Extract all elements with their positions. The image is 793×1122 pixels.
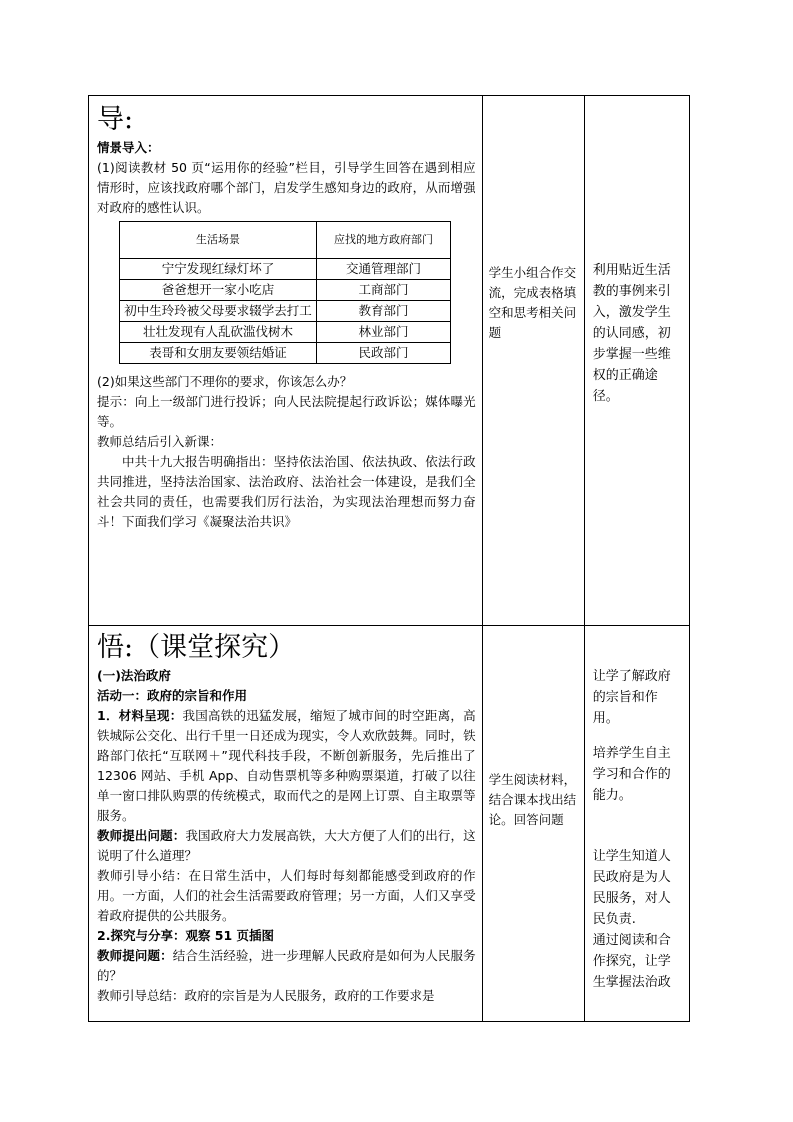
row-introduction <box>89 96 690 626</box>
intent-text-4: 通过阅读和合作探究，让学生掌握法治政 <box>592 933 671 990</box>
intent-text-2: 培养学生自主学习和合作的能力。 <box>592 746 671 803</box>
department-cell: 工商部门 <box>317 280 451 301</box>
table-row <box>120 259 451 280</box>
cell-explore-intent <box>584 626 689 1022</box>
department-table-header <box>120 222 451 259</box>
cell-explore-student <box>482 626 584 1022</box>
section-rule-of-law-government: (一)法治政府 <box>97 668 171 683</box>
header-scene: 生活场景 <box>120 222 317 259</box>
summary-paragraph-2: 教师引导总结：政府的宗旨是为人民服务，政府的工作要求是 <box>97 988 435 1003</box>
scene-cell: 爸爸想开一家小吃店 <box>120 280 317 301</box>
intent-text-3: 让学生知道人民政府是为人民服务，对人民负责. <box>592 849 671 927</box>
department-cell: 林业部门 <box>317 322 451 343</box>
activity-one-title: 活动一：政府的宗旨和作用 <box>97 688 248 703</box>
question-paragraph-1 <box>97 826 476 866</box>
cell-intro-intent <box>584 96 689 626</box>
heading-wu: 悟:（课堂探究） <box>97 632 296 663</box>
material-paragraph <box>97 706 476 826</box>
report-paragraph: 中共十九大报告明确指出：坚持依法治国、依法执政、依法行政共同推进，坚持法治国家、法治政府、法治社会一体建设，是我们全社会共同的责任，也需要我们厉行法治，为实现法治理想而努力奋斗！下面我们学习《凝聚法治共识》 <box>97 454 476 529</box>
question-text-2: 结合生活经验，进一步理解人民政府是如何为人民服务的？ <box>97 948 476 983</box>
teacher-summary-intro: 教师总结后引入新课： <box>97 434 223 449</box>
intent-text-1: 让学了解政府的宗旨和作用。 <box>592 669 671 726</box>
question-label-2: 教师提问题： <box>97 948 173 963</box>
section-title: 情景导入： <box>97 140 160 155</box>
material-label: 1．材料呈现： <box>97 708 183 723</box>
table-row <box>120 322 451 343</box>
lesson-plan-table <box>88 95 690 1022</box>
student-activity-text-2: 学生阅读材料，结合课本找出结论。回答问题 <box>488 772 577 827</box>
table-row <box>120 301 451 322</box>
scene-cell: 宁宁发现红绿灯坏了 <box>120 259 317 280</box>
department-cell: 交通管理部门 <box>317 259 451 280</box>
department-cell: 民政部门 <box>317 343 451 364</box>
department-table <box>119 221 451 364</box>
header-department: 应找的地方政府部门 <box>317 222 451 259</box>
student-activity-text: 学生小组合作交流，完成表格填空和思考相关问题 <box>488 265 577 340</box>
question-paragraph-2 <box>97 946 476 986</box>
row-exploration <box>89 626 690 1022</box>
explore-share-title: 2.探究与分享：观察 51 页插图 <box>97 928 275 943</box>
table-row <box>120 280 451 301</box>
hint-paragraph: 提示：向上一级部门进行投诉；向人民法院提起行政诉讼；媒体曝光等。 <box>97 394 476 429</box>
table-row <box>120 343 451 364</box>
department-cell: 教育部门 <box>317 301 451 322</box>
summary-paragraph-1: 教师引导小结：在日常生活中，人们每时每刻都能感受到政府的作用。一方面，人们的社会生活需要政府管理；另一方面，人们又享受着政府提供的公共服务。 <box>97 868 476 923</box>
cell-intro-content <box>89 96 483 626</box>
scene-cell: 壮壮发现有人乱砍滥伐树木 <box>120 322 317 343</box>
cell-intro-student <box>482 96 584 626</box>
question-text: 我国政府大力发展高铁，大大方便了人们的出行，这说明了什么道理？ <box>97 828 476 863</box>
scene-cell: 初中生玲玲被父母要求辍学去打工 <box>120 301 317 322</box>
scene-cell: 表哥和女朋友要领结婚证 <box>120 343 317 364</box>
question-paragraph: (2)如果这些部门不理你的要求，你该怎么办？ <box>97 374 353 389</box>
question-label: 教师提出问题： <box>97 828 186 843</box>
cell-explore-content <box>89 626 483 1022</box>
intro-paragraph-1: (1)阅读教材 50 页“运用你的经验”栏目，引导学生回答在遇到相应情形时，应该找政府哪个部门，启发学生感知身边的政府，从而增强对政府的感性认识。 <box>97 160 476 215</box>
design-intent-text: 利用贴近生活教的事例来引入，激发学生的认同感，初步掌握一些维权的正确途径。 <box>592 263 671 404</box>
material-text: 我国高铁的迅猛发展，缩短了城市间的时空距离，高铁城际公交化、出行千里一日还成为现实，令人欢欣鼓舞。同时，铁路部门依托“互联网＋”现代科技手段，不断创新服务，先后推出了 12306 网站、手机 App、自动售票机等多种购票渠道，打破了以往单一窗口排队购票的传统模式，取而代之的是网上订票、自主取票等服务。 <box>97 708 476 823</box>
heading-dao: 导: <box>97 104 134 135</box>
